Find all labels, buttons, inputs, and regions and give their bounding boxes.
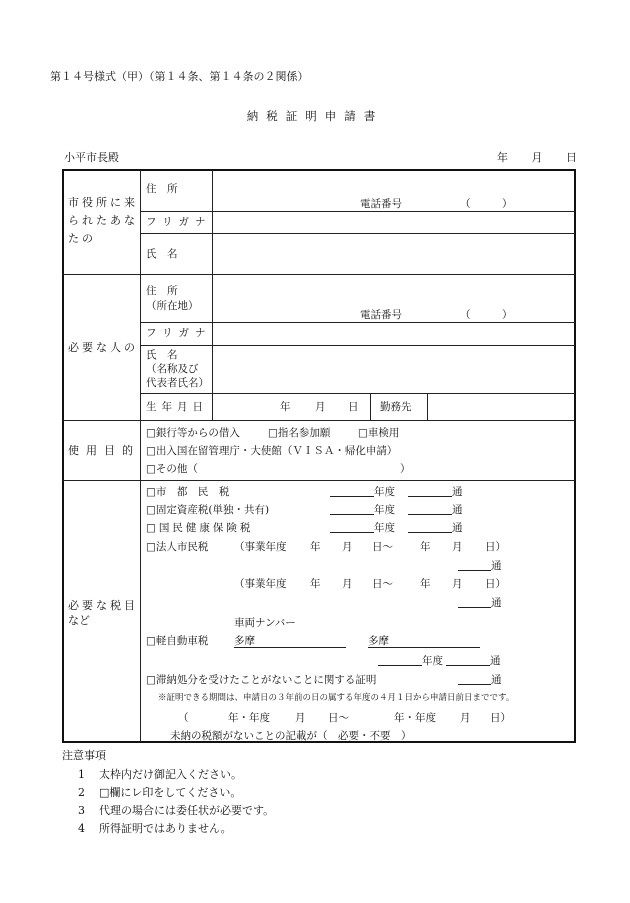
light-vehicle-nendo: 年度 xyxy=(422,655,443,667)
property-count-field[interactable] xyxy=(408,504,452,515)
municipal-nendo: 年度 xyxy=(374,486,395,498)
purpose-bid-checkbox[interactable]: □指名参加願 xyxy=(268,427,331,439)
light-vehicle-count-field[interactable] xyxy=(446,655,490,666)
vehicle-plate-2-field[interactable] xyxy=(368,637,480,648)
applicant-category: 市役所に来られたあなたの xyxy=(68,196,138,245)
tax-category-line2: など xyxy=(68,614,90,627)
needed-furigana-label: フリガナ xyxy=(146,327,212,339)
period-month-2: 月 xyxy=(460,712,471,724)
property-year-field[interactable] xyxy=(330,504,374,515)
needed-address-sub: （所在地） xyxy=(146,300,199,312)
fiscal-year-1: 年 xyxy=(310,541,321,553)
needed-phone-parens: （ ） xyxy=(460,309,513,321)
applicant-furigana-label: フリガナ xyxy=(146,216,212,228)
needed-name-sub2: 代表者氏名） xyxy=(146,377,209,389)
corporate-count-field-1[interactable] xyxy=(458,560,491,571)
property-tax-checkbox[interactable]: □固定資産税(単独・共有) xyxy=(146,504,270,516)
vehicle-number-label: 車両ナンバー xyxy=(234,617,296,629)
fiscal-month-1: 月 xyxy=(342,541,353,553)
purpose-category: 使用目的 xyxy=(68,444,140,457)
municipal-tsu: 通 xyxy=(452,486,463,498)
form-code: 第１４号様式（甲）（第１４条、第１４条の２関係） xyxy=(50,70,309,83)
section-line xyxy=(63,274,575,275)
applicant-address-label: 住 所 xyxy=(146,183,178,195)
period-note: ※証明できる期間は、申請日の３年前の日の属する年度の４月１日から申請日前日までです。 xyxy=(158,693,515,703)
tax-category-line1: 必要な税目 xyxy=(68,599,138,612)
birth-day: 日 xyxy=(348,401,359,413)
row-line xyxy=(140,322,575,323)
health-year-field[interactable] xyxy=(330,522,374,533)
fiscal-year-2: 年 xyxy=(310,578,321,590)
row-line xyxy=(140,345,575,346)
period-day-1: 日〜 xyxy=(328,712,349,724)
workplace-label: 勤務先 xyxy=(380,401,412,413)
date-line: 年 月 日 xyxy=(497,151,577,164)
purpose-bank-checkbox[interactable]: □銀行等からの借入 xyxy=(146,427,240,439)
page-title: 納税証明申請書 xyxy=(246,109,384,123)
needed-name-label: 氏 名 xyxy=(146,349,178,361)
birth-month: 月 xyxy=(315,401,326,413)
corporate-tax-checkbox[interactable]: □法人市民税 xyxy=(146,541,209,553)
applicant-phone-label: 電話番号 xyxy=(360,198,402,210)
corporate-tsu-2: 通 xyxy=(491,597,502,609)
section-line xyxy=(63,480,575,481)
no-delinquency-tsu: 通 xyxy=(491,674,502,686)
fiscal-year2-1: 年 xyxy=(420,541,431,553)
municipal-tax-checkbox[interactable]: □市 都 民 税 xyxy=(146,486,230,498)
no-delinquency-checkbox[interactable]: □滞納処分を受けたことがないことに関する証明 xyxy=(146,674,377,686)
period-open: （ xyxy=(178,712,189,724)
note-item xyxy=(78,769,242,780)
health-nendo: 年度 xyxy=(374,522,395,534)
note-number: 2 xyxy=(78,786,85,799)
row-line xyxy=(140,211,575,212)
fiscal-year2-2: 年 xyxy=(420,578,431,590)
period-month-1: 月 xyxy=(295,712,306,724)
row-line xyxy=(140,233,575,234)
birth-date-label: 生年月日 xyxy=(146,401,208,413)
note-text: □欄にレ印をしてください。 xyxy=(99,786,242,799)
needed-person-category: 必要な人の xyxy=(68,341,138,354)
note-item xyxy=(78,805,274,816)
corporate-tsu-1: 通 xyxy=(491,560,502,572)
note-text: 代理の場合には委任状が必要です。 xyxy=(99,804,275,817)
municipal-count-field[interactable] xyxy=(408,486,452,497)
health-tax-checkbox[interactable]: □国民健康保険税 xyxy=(146,522,254,534)
vehicle-plate-1-field[interactable] xyxy=(234,637,346,648)
notes-heading: 注意事項 xyxy=(62,749,106,762)
light-vehicle-tax-checkbox[interactable]: □軽自動車税 xyxy=(146,635,209,647)
fiscal-day-2: 日〜 xyxy=(372,578,393,590)
applicant-phone-parens: （ ） xyxy=(460,198,513,210)
needed-phone-label: 電話番号 xyxy=(360,309,402,321)
note-item xyxy=(78,823,232,834)
fiscal-month-2: 月 xyxy=(342,578,353,590)
unpaid-note: 未納の税額がないことの記載が（ 必要・不要 ） xyxy=(170,730,412,742)
section-line xyxy=(63,420,575,421)
category-column-divider xyxy=(140,170,141,742)
needed-address-label: 住 所 xyxy=(146,285,178,297)
note-number: 3 xyxy=(78,804,85,817)
vehicle-plate-2-prefix: 多摩 xyxy=(368,635,389,647)
period-year-2: 年・年度 xyxy=(394,712,436,724)
municipal-year-field[interactable] xyxy=(330,486,374,497)
label-column-divider xyxy=(212,170,213,420)
period-day-2: 日） xyxy=(490,712,511,724)
light-vehicle-year-field[interactable] xyxy=(378,655,422,666)
corporate-count-field-2[interactable] xyxy=(458,597,491,608)
health-count-field[interactable] xyxy=(408,522,452,533)
note-text: 太枠内だけ御記入ください。 xyxy=(99,768,242,781)
fiscal-year-open-1: （事業年度 xyxy=(234,541,287,553)
workplace-divider-left xyxy=(370,393,371,420)
birth-year: 年 xyxy=(280,401,291,413)
no-delinquency-count-field[interactable] xyxy=(458,674,491,685)
note-text: 所得証明ではありません。 xyxy=(99,822,232,835)
period-year-1: 年・年度 xyxy=(228,712,270,724)
note-item xyxy=(78,787,241,798)
fiscal-day-1: 日〜 xyxy=(372,541,393,553)
fiscal-year-open-2: （事業年度 xyxy=(234,578,287,590)
workplace-divider-right xyxy=(427,393,428,420)
light-vehicle-tsu: 通 xyxy=(490,655,501,667)
note-number: 1 xyxy=(78,768,85,781)
health-tsu: 通 xyxy=(452,522,463,534)
needed-name-sub1: （名称及び xyxy=(146,363,199,375)
purpose-vehicle-inspection-checkbox[interactable]: □車検用 xyxy=(358,427,400,439)
purpose-immigration-checkbox[interactable]: □出入国在留管理庁・大使館（ＶＩＳＡ・帰化申請） xyxy=(146,445,398,457)
property-nendo: 年度 xyxy=(374,504,395,516)
fiscal-day2-1: 日） xyxy=(485,541,506,553)
fiscal-month2-1: 月 xyxy=(452,541,463,553)
vehicle-plate-1-prefix: 多摩 xyxy=(234,635,255,647)
purpose-other-close: ） xyxy=(400,463,411,475)
property-tsu: 通 xyxy=(452,504,463,516)
fiscal-month2-2: 月 xyxy=(452,578,463,590)
addressee: 小平市長殿 xyxy=(64,151,119,164)
fiscal-day2-2: 日） xyxy=(485,578,506,590)
note-number: 4 xyxy=(78,822,85,835)
purpose-other-checkbox[interactable]: □その他（ xyxy=(146,463,198,475)
row-line xyxy=(140,393,575,394)
applicant-name-label: 氏 名 xyxy=(146,248,178,260)
